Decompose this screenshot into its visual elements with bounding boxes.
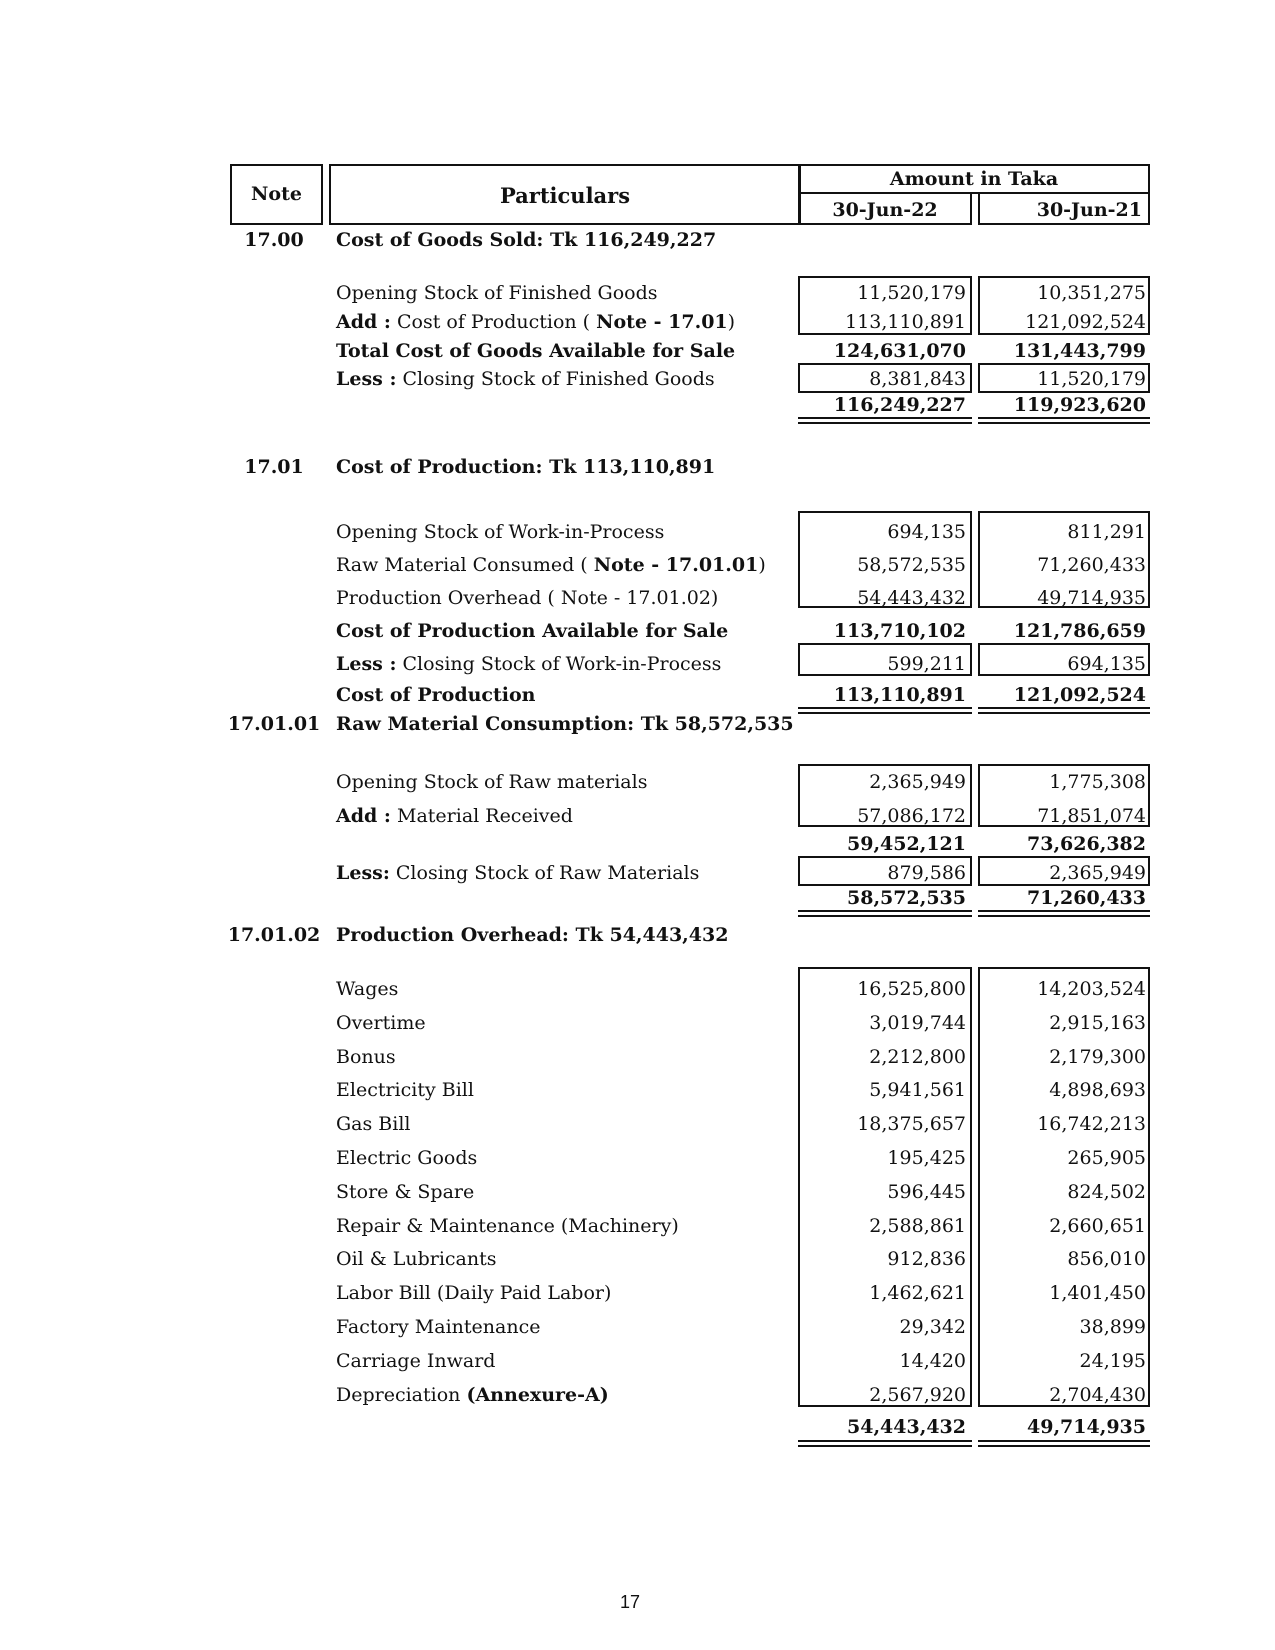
overhead-row-label: Store & Spare: [336, 1181, 475, 1203]
label-main: Closing Stock of Finished Goods: [396, 368, 715, 390]
row-label: Opening Stock of Work-in-Process: [336, 521, 665, 543]
overhead-value-22: 912,836: [887, 1248, 966, 1270]
row-label: [336, 370, 715, 389]
row-label: Cost of Production: [336, 684, 536, 706]
overhead-row-label: Electricity Bill: [336, 1079, 474, 1101]
note-17-01-01: 17.01.01: [227, 713, 321, 735]
title-17-01-01: Raw Material Consumption: Tk 58,572,535: [336, 713, 794, 735]
row-value-21: 2,365,949: [1049, 862, 1146, 884]
row-value-22: 113,710,102: [833, 620, 966, 642]
row-value-21: 71,851,074: [1037, 805, 1146, 827]
total-value-22: 58,572,535: [847, 887, 966, 909]
overhead-value-22: 5,941,561: [869, 1079, 966, 1101]
header-particulars: Particulars: [499, 183, 631, 208]
row-label: [336, 655, 721, 674]
double-underline: [798, 417, 972, 424]
row-value-22: 54,443,432: [857, 587, 966, 609]
row-value-22: 113,110,891: [833, 684, 966, 706]
add-prefix: Add :: [336, 805, 391, 827]
overhead-value-21: 14,203,524: [1037, 978, 1146, 1000]
row-value-22: 113,110,891: [845, 311, 966, 333]
overhead-value-22: 14,420: [899, 1350, 966, 1372]
row-value-21: 1,775,308: [1049, 771, 1146, 793]
label-main: Depreciation: [336, 1384, 467, 1406]
row-value-22: 599,211: [887, 653, 966, 675]
title-17-01: Cost of Production: Tk 113,110,891: [336, 456, 716, 478]
overhead-row-label: Overtime: [336, 1012, 426, 1034]
overhead-value-21: 38,899: [1079, 1316, 1146, 1338]
label-main: Closing Stock of Work-in-Process: [396, 653, 722, 675]
title-17-00: Cost of Goods Sold: Tk 116,249,227: [336, 229, 717, 251]
note-17-01-02: 17.01.02: [227, 924, 321, 946]
row-value-21: 121,786,659: [1013, 620, 1146, 642]
row-value-22: 124,631,070: [833, 340, 966, 362]
overhead-value-21: 2,179,300: [1049, 1046, 1146, 1068]
header-col1: 30-Jun-22: [832, 199, 938, 221]
overhead-value-21: 2,660,651: [1049, 1215, 1146, 1237]
note-17-01: 17.01: [244, 456, 304, 478]
label-main: Material Received: [390, 805, 573, 827]
header-amount: Amount in Taka: [889, 168, 1059, 190]
row-value-21: 10,351,275: [1037, 282, 1146, 304]
double-underline: [978, 910, 1150, 917]
row-value-21: 71,260,433: [1037, 554, 1146, 576]
row-label: Opening Stock of Raw materials: [336, 771, 648, 793]
row-value-21: 49,714,935: [1037, 587, 1146, 609]
overhead-value-21: 24,195: [1079, 1350, 1146, 1372]
annexure-ref: (Annexure-A): [466, 1384, 609, 1406]
total-value-21: 49,714,935: [1027, 1416, 1146, 1438]
overhead-row-label: [336, 1386, 609, 1405]
row-value-21: 811,291: [1067, 521, 1146, 543]
label-close: ): [758, 554, 766, 576]
row-value-22: 58,572,535: [857, 554, 966, 576]
row-value-22: 2,365,949: [869, 771, 966, 793]
total-value-22: 116,249,227: [833, 394, 966, 416]
row-label: [336, 556, 766, 575]
overhead-value-22: 2,567,920: [869, 1384, 966, 1406]
page-number: 17: [619, 1592, 641, 1612]
row-value-22: 694,135: [887, 521, 966, 543]
row-label: [336, 313, 735, 332]
row-label: Production Overhead ( Note - 17.01.02): [336, 587, 719, 609]
overhead-row-label: Carriage Inward: [336, 1350, 496, 1372]
header-note: Note: [251, 183, 302, 205]
row-value-21: 121,092,524: [1013, 684, 1146, 706]
less-prefix: Less :: [336, 653, 397, 675]
row-value-21: 11,520,179: [1037, 368, 1146, 390]
overhead-row-label: Oil & Lubricants: [336, 1248, 497, 1270]
overhead-value-22: 3,019,744: [869, 1012, 966, 1034]
row-label: Cost of Production Available for Sale: [336, 620, 729, 642]
subtotal-value-21: 73,626,382: [1027, 833, 1146, 855]
overhead-value-21: 4,898,693: [1049, 1079, 1146, 1101]
overhead-value-21: 824,502: [1067, 1181, 1146, 1203]
double-underline: [978, 707, 1150, 714]
row-value-22: 57,086,172: [857, 805, 966, 827]
overhead-value-22: 29,342: [899, 1316, 966, 1338]
overhead-row-label: Bonus: [336, 1046, 396, 1068]
row-value-21: 131,443,799: [1013, 340, 1146, 362]
note-17-00: 17.00: [244, 229, 304, 251]
overhead-row-label: Repair & Maintenance (Machinery): [336, 1215, 679, 1237]
row-value-22: 11,520,179: [857, 282, 966, 304]
add-prefix: Add :: [336, 311, 391, 333]
overhead-row-label: Gas Bill: [336, 1113, 411, 1135]
double-underline: [978, 1440, 1150, 1447]
overhead-value-22: 596,445: [887, 1181, 966, 1203]
overhead-value-22: 18,375,657: [857, 1113, 966, 1135]
title-17-01-02: Production Overhead: Tk 54,443,432: [336, 924, 729, 946]
total-value-22: 54,443,432: [847, 1416, 966, 1438]
overhead-value-22: 2,588,861: [869, 1215, 966, 1237]
overhead-row-label: Factory Maintenance: [336, 1316, 541, 1338]
double-underline: [798, 707, 972, 714]
overhead-value-22: 1,462,621: [869, 1282, 966, 1304]
note-ref: Note - 17.01.01: [593, 554, 759, 576]
row-value-22: 8,381,843: [869, 368, 966, 390]
overhead-value-22: 16,525,800: [857, 978, 966, 1000]
row-value-22: 879,586: [887, 862, 966, 884]
less-prefix: Less :: [336, 368, 397, 390]
row-label: Total Cost of Goods Available for Sale: [336, 340, 736, 362]
row-label: [336, 807, 573, 826]
overhead-row-label: Wages: [336, 978, 399, 1000]
overhead-value-21: 856,010: [1067, 1248, 1146, 1270]
overhead-value-21: 2,704,430: [1049, 1384, 1146, 1406]
double-underline: [978, 417, 1150, 424]
overhead-value-22: 195,425: [887, 1147, 966, 1169]
row-label: [336, 864, 699, 883]
label-main: Cost of Production (: [390, 311, 597, 333]
total-value-21: 71,260,433: [1027, 887, 1146, 909]
row-value-21: 694,135: [1067, 653, 1146, 675]
header-col2: 30-Jun-21: [1036, 199, 1142, 221]
overhead-value-21: 265,905: [1067, 1147, 1146, 1169]
note-ref: Note - 17.01: [596, 311, 728, 333]
double-underline: [798, 1440, 972, 1447]
overhead-value-22: 2,212,800: [869, 1046, 966, 1068]
double-underline: [798, 910, 972, 917]
overhead-value-21: 1,401,450: [1049, 1282, 1146, 1304]
label-main: Closing Stock of Raw Materials: [389, 862, 700, 884]
label-main: Raw Material Consumed (: [336, 554, 594, 576]
row-value-21: 121,092,524: [1025, 311, 1146, 333]
overhead-row-label: Labor Bill (Daily Paid Labor): [336, 1282, 612, 1304]
subtotal-value-22: 59,452,121: [847, 833, 966, 855]
overhead-row-label: Electric Goods: [336, 1147, 478, 1169]
overhead-value-21: 16,742,213: [1037, 1113, 1146, 1135]
label-close: ): [727, 311, 736, 333]
overhead-value-21: 2,915,163: [1049, 1012, 1146, 1034]
less-prefix: Less:: [336, 862, 390, 884]
total-value-21: 119,923,620: [1013, 394, 1146, 416]
row-label: Opening Stock of Finished Goods: [336, 282, 658, 304]
